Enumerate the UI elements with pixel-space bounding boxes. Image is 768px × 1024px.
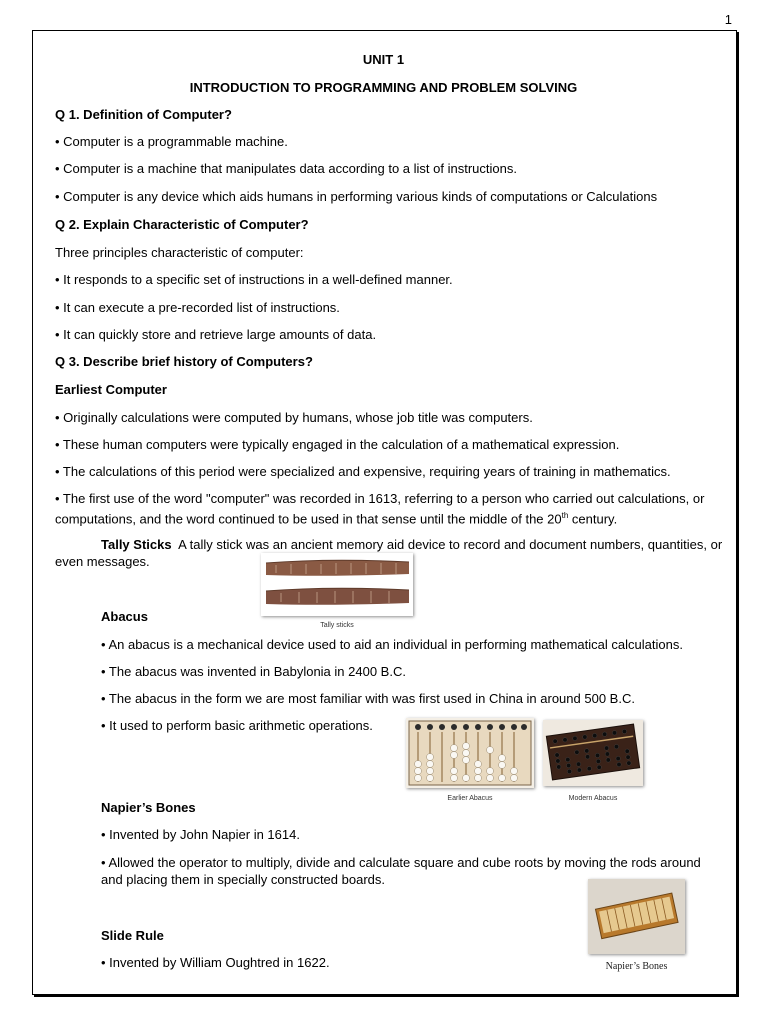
napier-heading: Napier’s Bones bbox=[101, 800, 196, 815]
abacus-bullet: • The abacus in the form we are most familiar with was first used in China in around 500 B.C. bbox=[101, 691, 635, 706]
tally-sticks-illustration bbox=[261, 553, 413, 616]
tally-sticks-image bbox=[261, 553, 413, 616]
modern-abacus-caption: Modern Abacus bbox=[568, 795, 618, 802]
abacus-heading: Abacus bbox=[101, 609, 148, 624]
q1-bullet: • Computer is any device which aids humans in performing various kinds of computations or Calculations bbox=[55, 189, 658, 204]
document-title: INTRODUCTION TO PROGRAMMING AND PROBLEM SOLVING bbox=[189, 80, 578, 95]
modern-abacus-image bbox=[543, 720, 643, 786]
q3-subheading: Earliest Computer bbox=[55, 382, 167, 397]
unit-label: UNIT 1 bbox=[362, 52, 405, 67]
modern-abacus-illustration bbox=[543, 720, 643, 786]
earlier-abacus-image bbox=[406, 718, 534, 788]
q3-bullet-computer-word bbox=[55, 490, 725, 527]
abacus-bullet: • The abacus was invented in Babylonia in 2400 B.C. bbox=[101, 664, 406, 679]
napiers-bones-caption: Napier’s Bones bbox=[605, 961, 668, 972]
napiers-bones-illustration bbox=[588, 879, 685, 954]
napier-bullet: • Invented by John Napier in 1614. bbox=[101, 827, 300, 842]
slide-rule-heading: Slide Rule bbox=[101, 928, 164, 943]
q2-heading: Q 2. Explain Characteristic of Computer? bbox=[55, 217, 309, 232]
century-tail: century. bbox=[568, 511, 618, 527]
q3-bullet: • These human computers were typically engaged in the calculation of a mathematical expression. bbox=[55, 437, 620, 452]
earlier-abacus-illustration bbox=[406, 718, 534, 788]
earlier-abacus-caption: Earlier Abacus bbox=[447, 795, 493, 802]
q1-bullet: • Computer is a machine that manipulates data according to a list of instructions. bbox=[55, 161, 517, 176]
q2-bullet: • It can execute a pre-recorded list of instructions. bbox=[55, 300, 340, 315]
slide-rule-bullet: • Invented by William Oughtred in 1622. bbox=[101, 955, 330, 970]
q1-bullet: • Computer is a programmable machine. bbox=[55, 134, 288, 149]
napier-bullet: • Allowed the operator to multiply, divide and calculate square and cube roots by moving the rods around and placing them in specially constructed boards. bbox=[101, 855, 701, 887]
q2-bullet: • It responds to a specific set of instructions in a well-defined manner. bbox=[55, 272, 453, 287]
q3-bullet: • The calculations of this period were specialized and expensive, requiring years of training in mathematics. bbox=[55, 464, 671, 479]
superscript-th: th bbox=[561, 511, 569, 520]
q3-heading: Q 3. Describe brief history of Computers? bbox=[55, 354, 313, 369]
tally-caption: Tally sticks bbox=[320, 622, 354, 629]
abacus-bullet: • It used to perform basic arithmetic operations. bbox=[101, 718, 373, 733]
q3-bullet-text: • The first use of the word "computer" was recorded in 1613, referring to a person who carried out calculations, or computations, and the word continued to be used in that sense until the middle of the 20 bbox=[55, 491, 705, 527]
q2-bullet: • It can quickly store and retrieve large amounts of data. bbox=[55, 327, 377, 342]
tally-label: Tally Sticks bbox=[101, 537, 172, 552]
page-number: 1 bbox=[724, 12, 732, 27]
q3-bullet: • Originally calculations were computed by humans, whose job title was computers. bbox=[55, 410, 533, 425]
napiers-bones-image bbox=[588, 879, 685, 954]
tally-text: A tally stick was an ancient memory aid device to record and document numbers, quantities, or even messages. bbox=[55, 537, 723, 569]
abacus-bullet: • An abacus is a mechanical device used to aid an individual in performing mathematical calculations. bbox=[101, 637, 683, 652]
q1-heading: Q 1. Definition of Computer? bbox=[55, 107, 232, 122]
q2-intro: Three principles characteristic of computer: bbox=[55, 245, 304, 260]
